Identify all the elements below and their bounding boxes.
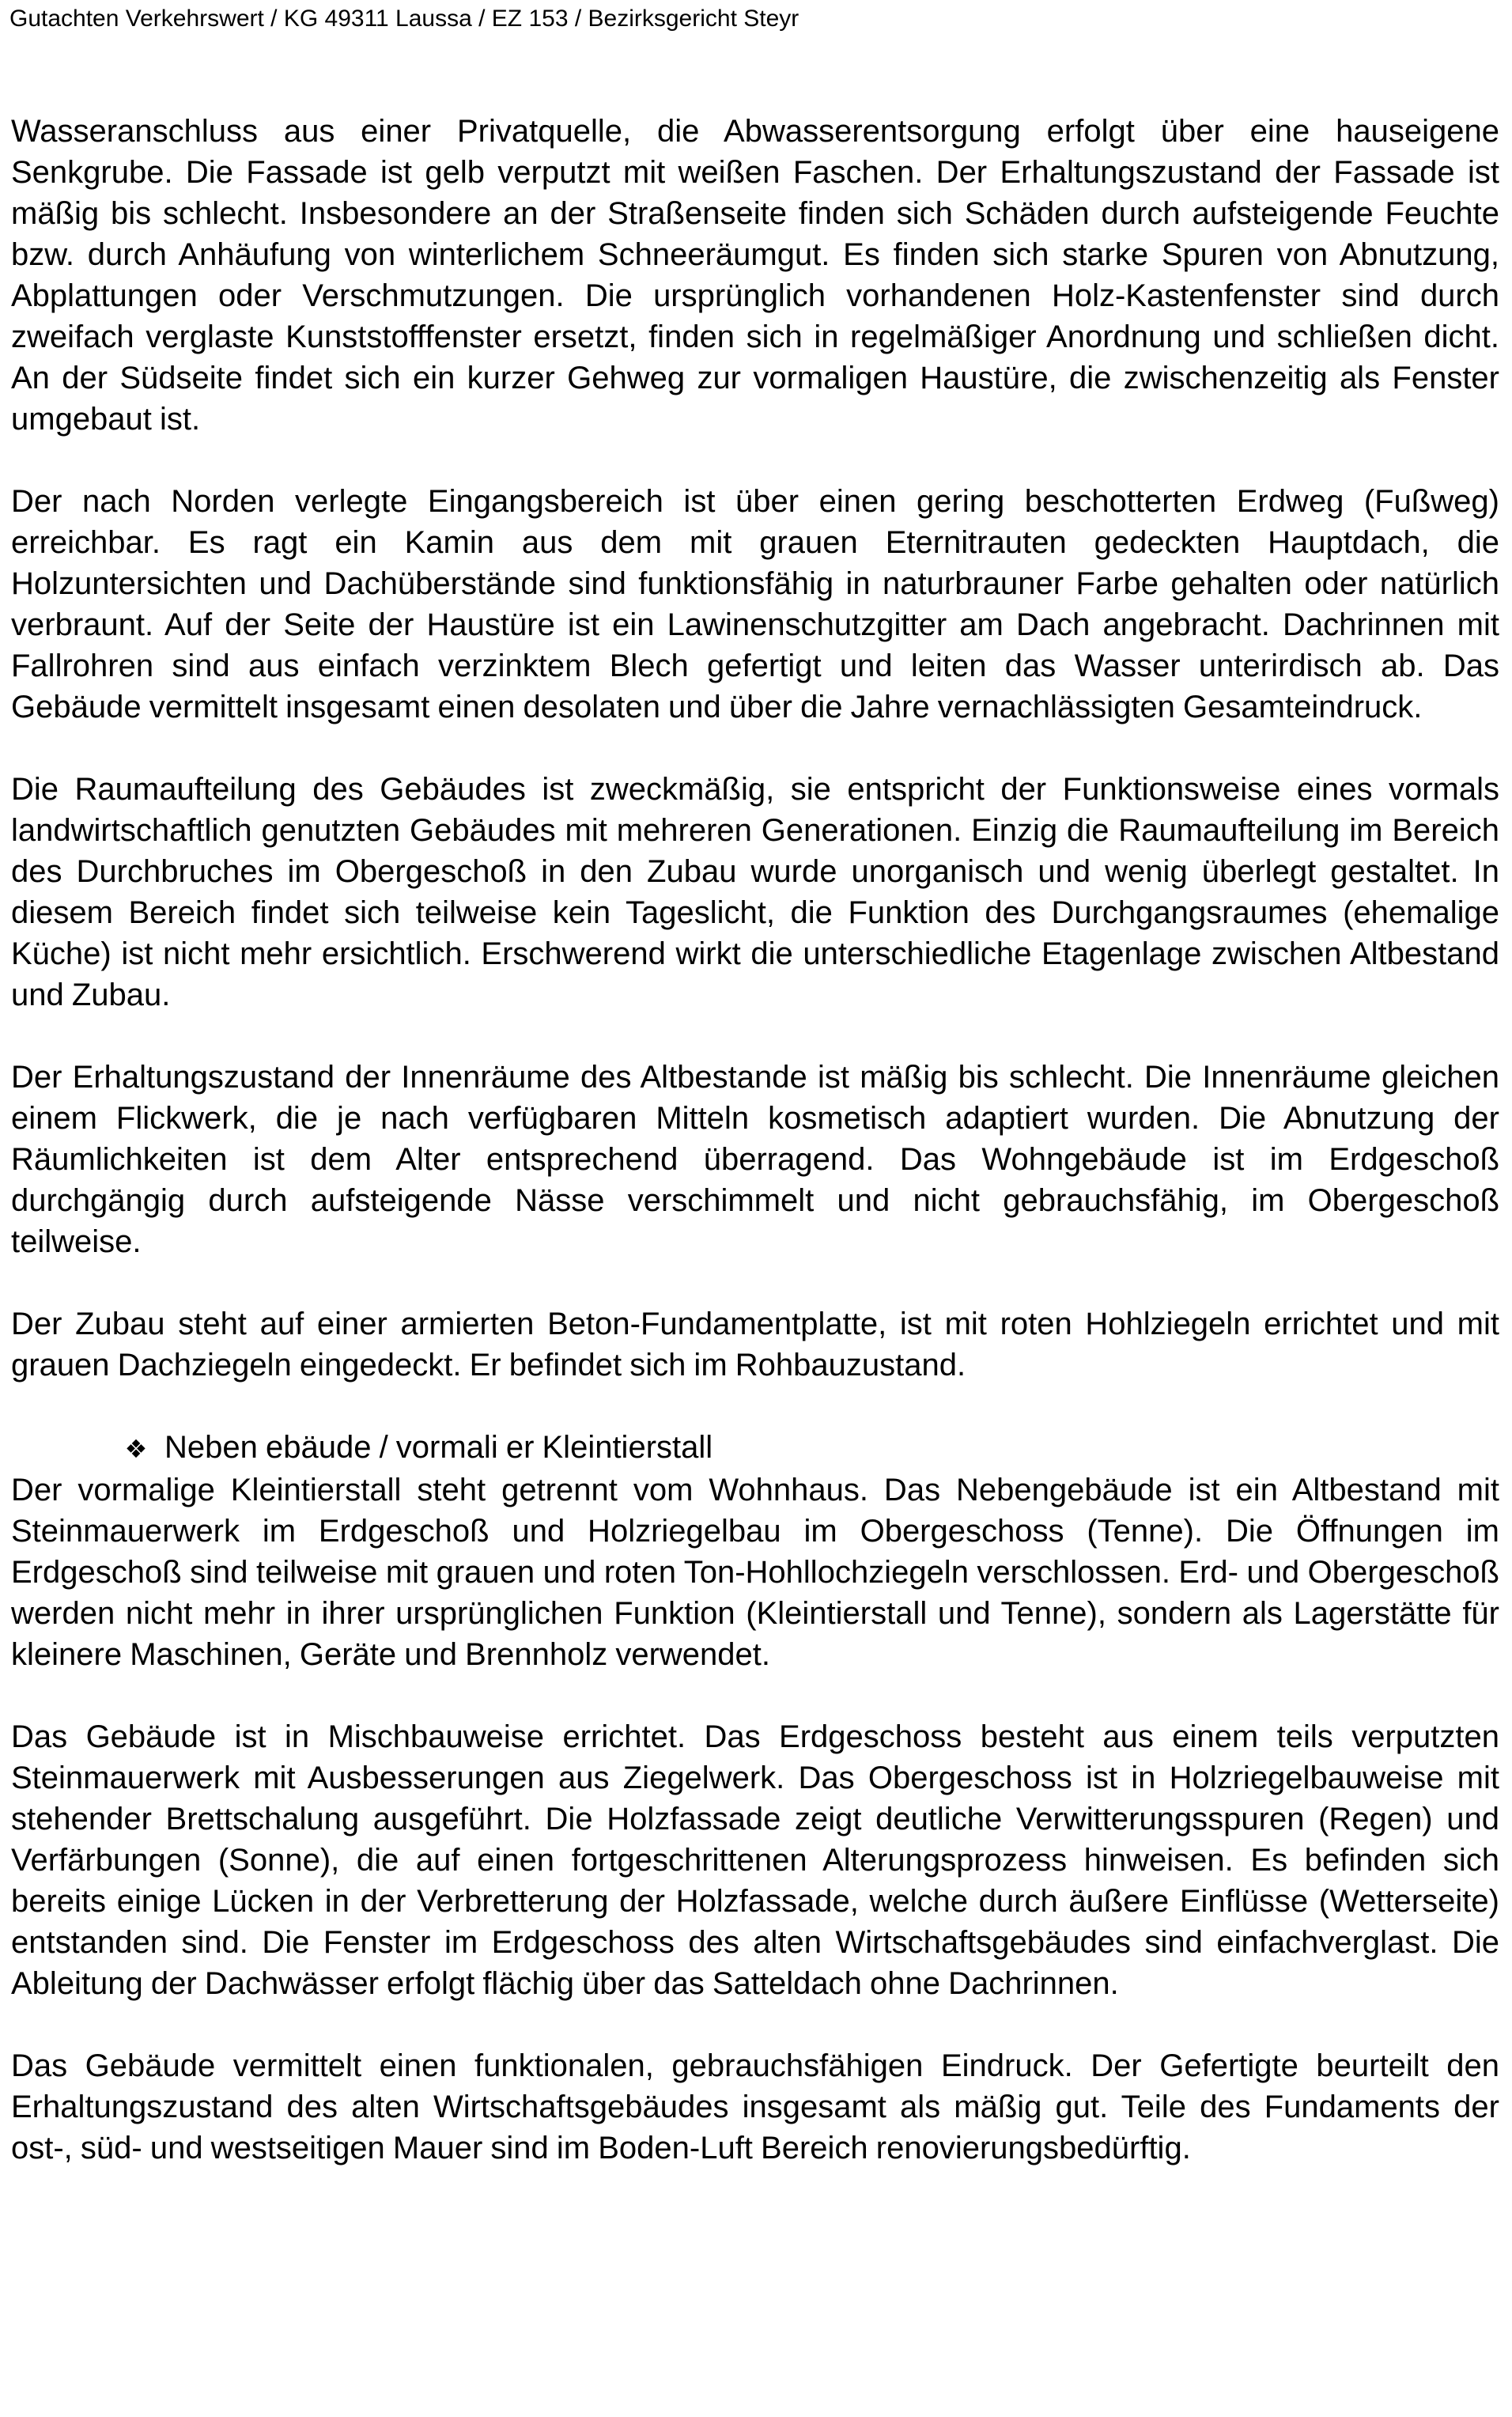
- paragraph-eingangsbereich: Der nach Norden verlegte Eingangsbereich ist über einen gering beschotterten Erdweg (Fußweg) erreichbar. Es ragt ein Kamin aus dem mit grauen Eternitrauten gedeckten Hauptdach, die Holzuntersichten und Dachüberstände sind funktionsfähig in naturbrauner Farbe gehalten oder natürlich verbraunt. Auf der Seite der Haustüre ist ein Lawinenschutzgitter am Dach angebracht. Dachrinnen mit Fallrohren sind aus einfach verzinktem Blech gefertigt und leiten das Wasser unterirdisch ab. Das Gebäude vermittelt insgesamt einen desolaten und über die Jahre vernachlässigten Gesamteindruck.: [11, 484, 1499, 724]
- paragraph-innenraeume: Der Erhaltungszustand der Innenräume des Altbestande ist mäßig bis schlecht. Die Innenräume gleichen einem Flickwerk, die je nach verfügbaren Mitteln kosmetisch adaptiert wurden. Die Abnutzung der Räumlichkeiten ist dem Alter entsprechend überragend. Das Wohngebäude ist im Erdgeschoß durchgängig durch aufsteigende Nässe verschimmelt und nicht gebrauchsfähig, im Obergeschoß teilweise.: [11, 1060, 1499, 1259]
- paragraph-raumaufteilung: Die Raumaufteilung des Gebäudes ist zweckmäßig, sie entspricht der Funktionsweise eines vormals landwirtschaftlich genutzten Gebäudes mit mehreren Generationen. Einzig die Raumaufteilung im Bereich des Durchbruches im Obergeschoß in den Zubau wurde unorganisch und wenig überlegt gestaltet. In diesem Bereich findet sich teilweise kein Tageslicht, die Funktion des Durchgangsraumes (ehemalige Küche) ist nicht mehr ersichtlich. Erschwerend wirkt die unterschiedliche Etagenlage zwischen Altbestand und Zubau.: [11, 772, 1499, 1012]
- paragraph-mischbauweise: Das Gebäude ist in Mischbauweise errichtet. Das Erdgeschoss besteht aus einem teils verputzten Steinmauerwerk mit Ausbesserungen aus Ziegelwerk. Das Obergeschoss ist in Holzriegelbauweise mit stehender Brettschalung ausgeführt. Die Holzfassade zeigt deutliche Verwitterungsspuren (Regen) und Verfärbungen (Sonne), die auf einen fortgeschrittenen Alterungsprozess hinweisen. Es befinden sich bereits einige Lücken in der Verbretterung der Holzfassade, welche durch äußere Einflüsse (Wetterseite) entstanden sind. Die Fenster im Erdgeschoss des alten Wirtschaftsgebäudes sind einfachverglast. Die Ableitung der Dachwässer erfolgt flächig über das Satteldach ohne Dachrinnen.: [11, 1719, 1499, 2001]
- paragraph-kleintierstall: Der vormalige Kleintierstall steht getrennt vom Wohnhaus. Das Nebengebäude ist ein Altbestand mit Steinmauerwerk im Erdgeschoß und Holzriegelbau im Obergeschoss (Tenne). Die Öffnungen im Erdgeschoß sind teilweise mit grauen und roten Ton-Hohllochziegeln verschlossen. Erd- und Obergeschoß werden nicht mehr in ihrer ursprünglichen Funktion (Kleintierstall und Tenne), sondern als Lagerstätte für kleinere Maschinen, Geräte und Brennholz verwendet.: [11, 1473, 1499, 1672]
- paragraph-zubau: Der Zubau steht auf einer armierten Beton-Fundamentplatte, ist mit roten Hohlziegeln errichtet und mit grauen Dachziegeln eingedeckt. Er befindet sich im Rohbauzustand.: [11, 1307, 1499, 1382]
- paragraph-fassade: Wasseranschluss aus einer Privatquelle, die Abwasserentsorgung erfolgt über eine hauseigene Senkgrube. Die Fassade ist gelb verputzt mit weißen Faschen. Der Erhaltungszustand der Fassade ist mäßig bis schlecht. Insbesondere an der Straßenseite finden sich Schäden durch aufsteigende Feuchte bzw. durch Anhäufung von winterlichem Schneeräumgut. Es finden sich starke Spuren von Abnutzung, Abplattungen oder Verschmutzungen. Die ursprünglich vorhandenen Holz-Kastenfenster sind durch zweifach verglaste Kunststofffenster ersetzt, finden sich in regelmäßiger Anordnung und schließen dicht. An der Südseite findet sich ein kurzer Gehweg zur vormaligen Haustüre, die zwischenzeitig als Fenster umgebaut ist.: [11, 114, 1499, 437]
- diamond-bullet-icon: ❖: [124, 1435, 148, 1463]
- paragraph-gesamteindruck: Das Gebäude vermittelt einen funktionalen, gebrauchsfähigen Eindruck. Der Gefertigte beurteilt den Erhaltungszustand des alten Wirtschaftsgebäudes insgesamt als mäßig gut. Teile des Fundaments der ost-, süd- und westseitigen Mauer sind im Boden-Luft Bereich renovierungsbedürftig.: [11, 2048, 1499, 2165]
- section-heading-text: Neben ebäude / vormali er Kleintierstall: [164, 1430, 713, 1465]
- section-heading-nebengebaeude: [11, 1427, 1499, 1469]
- document-body: [11, 111, 1499, 2169]
- running-header: Gutachten Verkehrswert / KG 49311 Laussa / EZ 153 / Bezirksgericht Steyr: [9, 6, 799, 32]
